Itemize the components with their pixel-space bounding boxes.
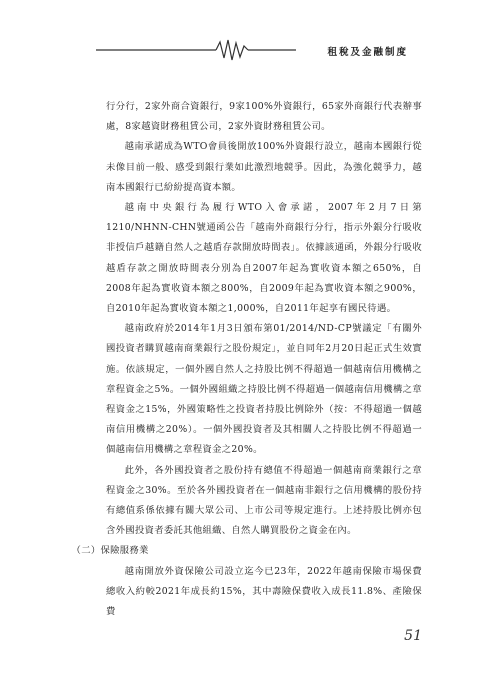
page-number: 51 bbox=[404, 628, 422, 644]
body-text bbox=[71, 97, 422, 622]
header-title: 租稅及金融制度 bbox=[327, 47, 408, 58]
running-header bbox=[96, 38, 414, 62]
paragraph: 越南中央銀行為履行WTO入會承諾，2007年2月7日第1210/NHNN-CHN號通函公告「越南外商銀行分行，指示外銀分行吸收非授信戶越籍自然人之越盾存款開放時間表」。依據該通函，外銀分行吸收越盾存款之開放時間表分別為自2007年起為實收資本額之650%，自2008年起為實收資本額之800%，自2009年起為實收資本額之900%，自2010年起為實收資本額之1,000%，自2011年起享有國民待遇。 bbox=[106, 202, 422, 315]
paragraph: 越南開放外資保險公司設立迄今已23年，2022年越南保險市場保費總收入約較2021年成長約15%，其中壽險保費收入成長11.8%、產險保費 bbox=[106, 565, 422, 618]
paragraph: 越南政府於2014年1月3日頒布第01/2014/ND-CP號議定「有關外國投資者購買越南商業銀行之股份規定」，並自同年2月20日起正式生效實施。依該規定，一個外國自然人之持股比例不得超過一個越南信用機構之章程資金之5%。一個外國組織之持股比例不得超過一個越南信用機構之章程資金之15%，外國策略性之投資者持股比例除外（按：不得超過一個越南信用機構之20%）。一個外國投資者及其相關人之持股比例不得超過一個越南信用機構之章程資金之20%。 bbox=[106, 323, 422, 456]
paragraph: 越南承諾成為WTO會員後開放100%外資銀行設立，越南本國銀行從未像目前一般、感受到銀行業如此激烈地競爭。因此，為強化競爭力，越南本國銀行已紛紛提高資本額。 bbox=[106, 141, 422, 193]
paragraph-continued: 行分行，2家外商合資銀行，9家100%外資銀行，65家外商銀行代表辦事處，8家越資財務租賃公司，2家外資財務租賃公司。 bbox=[106, 101, 422, 133]
paragraph: 此外，各外國投資者之股份持有總值不得超過一個越南商業銀行之章程資金之30%。至於各外國投資者在一個越南非銀行之信用機構的股份持有總值系係依據有關大眾公司、上市公司等規定進行。上述持股比例亦包含外國投資者委託其他組織、自然人購買股份之資金在內。 bbox=[106, 464, 422, 537]
section-heading: （二）保險服務業 bbox=[71, 545, 149, 557]
